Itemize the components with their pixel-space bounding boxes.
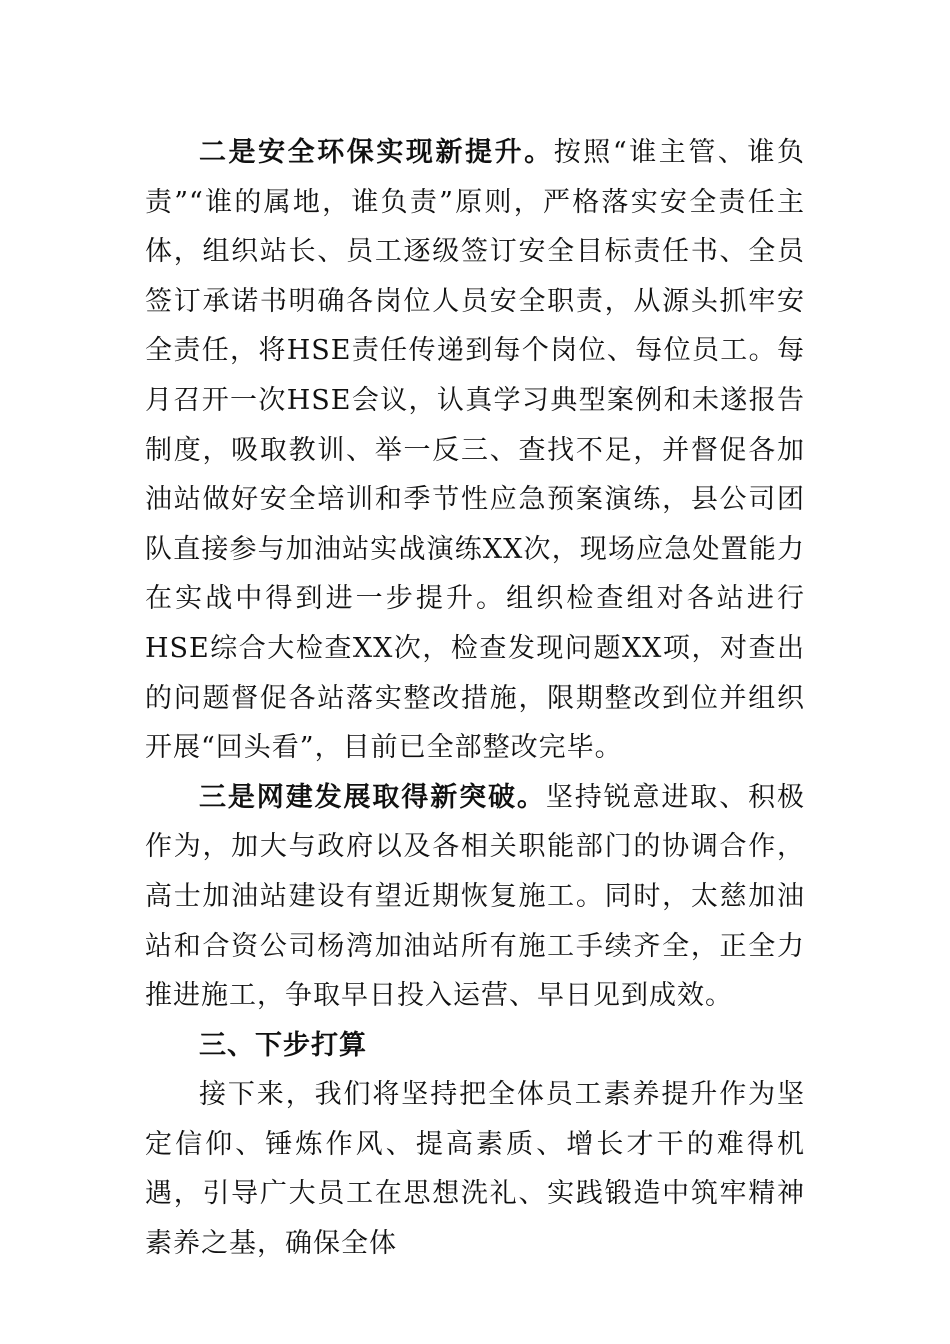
document-body bbox=[145, 128, 805, 1269]
section-heading: 三、下步打算 bbox=[199, 1029, 367, 1061]
paragraph-safety-text: 按照“谁主管、谁负责”“谁的属地，谁负责”原则，严格落实安全责任主体，组织站长、员工逐级签订安全目标责任书、全员签订承诺书明确各岗位人员安全职责，从源头抓牢安全责任，将HSE责任传递到每个岗位、每位员工。每月召开一次HSE会议，认真学习典型案例和未遂报告制度，吸取教训、举一反三、查找不足，并督促各加油站做好安全培训和季节性应急预案演练，县公司团队直接参与加油站实战演练XX次，现场应急处置能力在实战中得到进一步提升。组织检查组对各站进行HSE综合大检查XX次，检查发现问题XX项，对查出的问题督促各站落实整改措施，限期整改到位并组织开展“回头看”，目前已全部整改完毕。 bbox=[145, 137, 805, 764]
paragraph-network bbox=[145, 773, 805, 1021]
paragraph-safety bbox=[145, 128, 805, 773]
paragraph-network-lead: 三是网建发展取得新突破。 bbox=[199, 781, 546, 813]
paragraph-network-text: 坚持锐意进取、积极作为，加大与政府以及各相关职能部门的协调合作，高士加油站建设有望近期恢复施工。同时，太慈加油站和合资公司杨湾加油站所有施工手续齐全，正全力推进施工，争取早日投入运营、早日见到成效。 bbox=[145, 781, 806, 1012]
paragraph-safety-lead: 二是安全环保实现新提升。 bbox=[199, 137, 554, 168]
paragraph-next-steps: 接下来，我们将坚持把全体员工素养提升作为坚定信仰、锤炼作风、提高素质、增长才干的难得机遇，引导广大员工在思想洗礼、实践锻造中筑牢精神素养之基，确保全体 bbox=[145, 1079, 805, 1260]
